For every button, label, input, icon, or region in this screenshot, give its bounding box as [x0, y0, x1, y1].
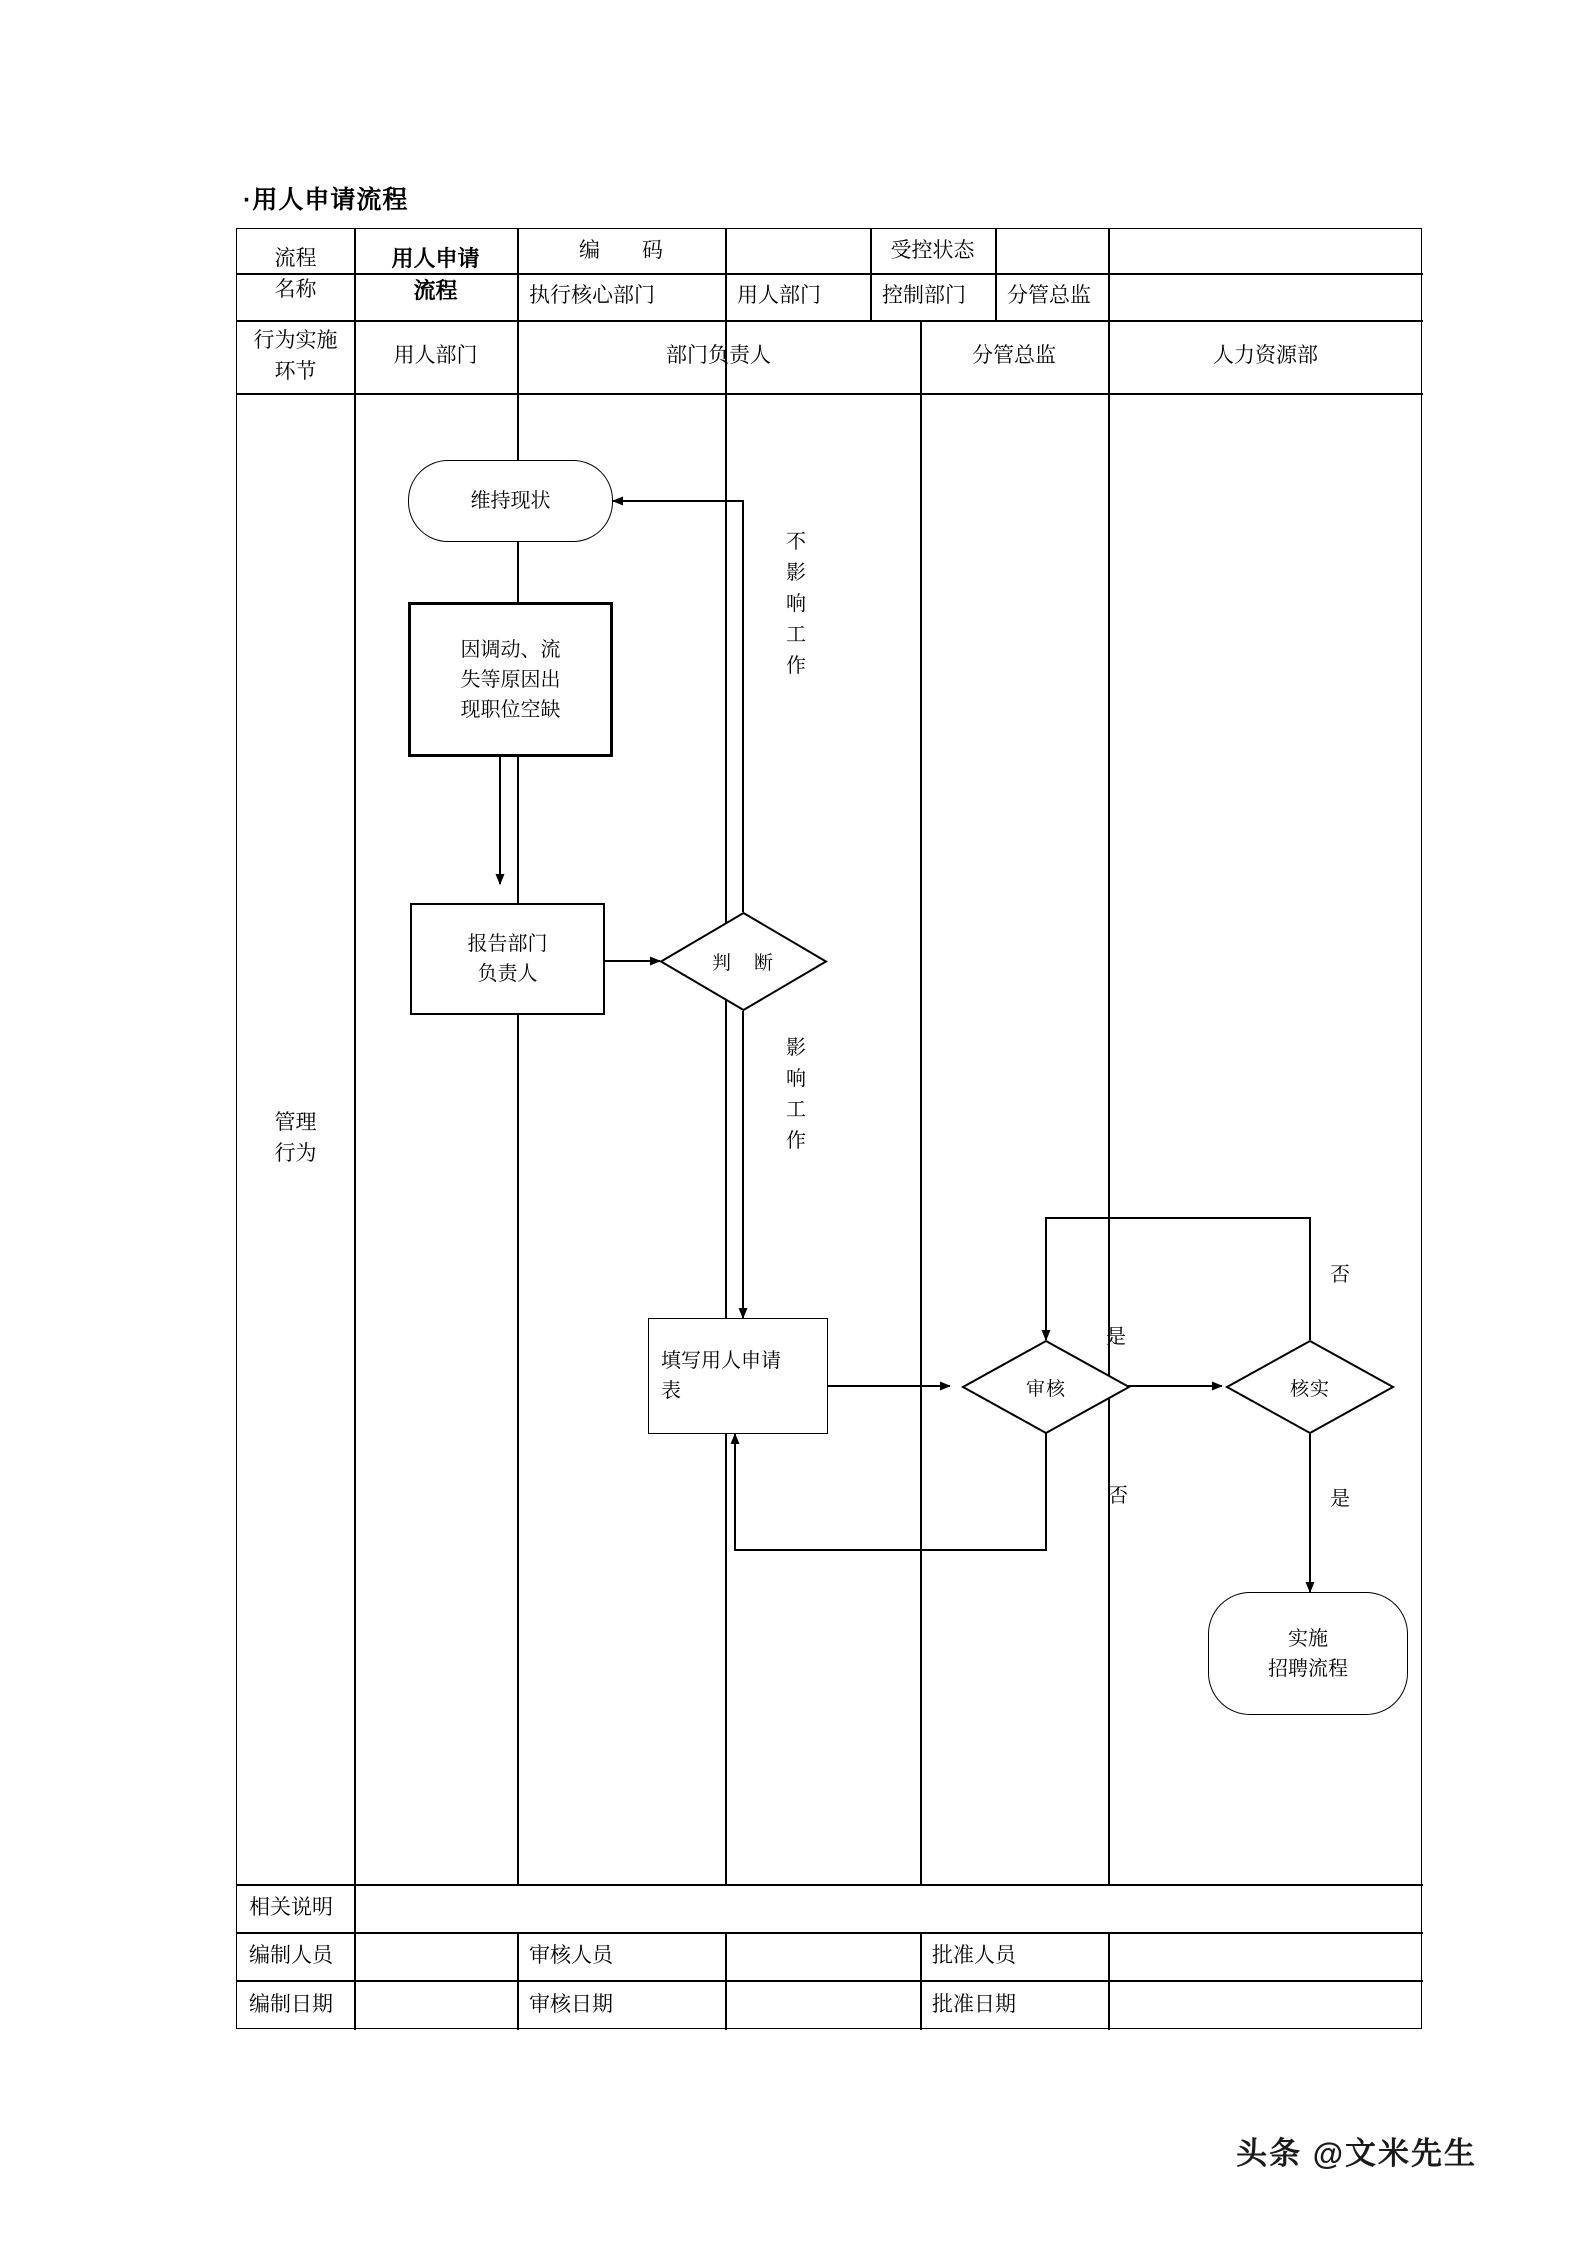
cell-control-dept-value	[995, 273, 1423, 320]
swimlane-header-label: 用人部门	[393, 344, 478, 368]
cell-controlled-status-value	[995, 229, 1423, 273]
table-vline-e	[920, 320, 922, 1884]
cell-approved-by-value	[1108, 1932, 1423, 1980]
edge-label-review-no: 否	[1108, 1485, 1128, 1507]
edge-label-char: 不	[786, 531, 806, 553]
table-vline-a	[354, 229, 356, 2030]
approved-by-label: 批准人员	[932, 1943, 1016, 1967]
exec-core-dept-label: 执行核心部门	[529, 284, 655, 308]
edge-label-no-effect	[783, 527, 809, 682]
cell-exec-core-dept-label	[517, 273, 725, 320]
process-name-line1: 用人申请	[391, 245, 480, 271]
cell-reviewed-by-value	[725, 1932, 920, 1980]
edge-label-char: 响	[786, 593, 806, 615]
node-report-line1: 报告部门	[467, 933, 548, 955]
edge-label-char: 工	[786, 624, 806, 646]
table-vline-c	[725, 229, 727, 1884]
edge-label-char: 影	[786, 562, 806, 584]
edge-label-char: 响	[786, 1068, 806, 1090]
watermark	[1236, 2128, 1477, 2173]
cell-notes-value	[354, 1884, 1423, 1932]
cell-prepared-by-value	[354, 1932, 517, 1980]
node-verify	[1226, 1340, 1394, 1434]
cell-code-label	[517, 229, 725, 273]
reviewed-date-label: 审核日期	[529, 1992, 613, 2016]
cell-exec-core-dept-value	[725, 273, 870, 320]
node-report-to-manager	[410, 903, 605, 1015]
node-report-line2: 负责人	[477, 963, 538, 985]
node-recruit-line1: 实施	[1288, 1627, 1328, 1650]
cell-code-value	[725, 229, 870, 273]
control-dept-value: 分管总监	[1007, 284, 1091, 308]
cell-prepared-date-value	[354, 1980, 517, 2030]
body-label-line2: 行为	[274, 1141, 317, 1165]
swimlane-header-1	[517, 320, 920, 393]
cell-reviewed-date-value	[725, 1980, 920, 2030]
node-keep-status-label: 维持现状	[470, 490, 551, 512]
node-judge	[660, 912, 827, 1011]
edge-label-char: 作	[786, 1130, 806, 1152]
cell-prepared-by-label	[237, 1932, 354, 1980]
control-dept-label: 控制部门	[882, 284, 966, 308]
edge-label-effect	[783, 1033, 809, 1157]
cell-stage-label	[237, 320, 354, 393]
code-label: 编 码	[579, 238, 663, 262]
cell-process-name-label	[237, 229, 354, 320]
node-fill-form-line1: 填写用人申请	[661, 1350, 781, 1372]
swimlane-header-0	[354, 320, 517, 393]
cell-prepared-date-label	[237, 1980, 354, 2030]
process-name-label-line2: 名称	[274, 277, 317, 301]
stage-label-line2: 环节	[274, 359, 317, 383]
node-review	[962, 1340, 1130, 1434]
approved-date-label: 批准日期	[932, 1992, 1016, 2016]
reviewed-by-label: 审核人员	[529, 1943, 613, 1967]
node-vacancy-line2: 失等原因出	[460, 668, 561, 691]
node-keep-status	[408, 460, 613, 542]
notes-label: 相关说明	[249, 1895, 333, 1919]
node-vacancy-line1: 因调动、流	[460, 638, 561, 661]
node-vacancy-line3: 现职位空缺	[460, 698, 561, 721]
node-judge-label: 判 断	[711, 953, 775, 974]
exec-core-dept-value: 用人部门	[737, 284, 821, 308]
controlled-status-label: 受控状态	[890, 238, 975, 262]
cell-approved-date-value	[1108, 1980, 1423, 2030]
cell-approved-date-label	[920, 1980, 1108, 2030]
node-recruit-line2: 招聘流程	[1268, 1657, 1348, 1680]
edge-label-char: 影	[786, 1037, 806, 1059]
cell-process-name-value	[354, 229, 517, 320]
swimlane-header-2	[920, 320, 1108, 393]
cell-notes-label	[237, 1884, 354, 1932]
node-fill-form-line2: 表	[661, 1380, 681, 1402]
cell-reviewed-by-label	[517, 1932, 725, 1980]
stage-label-line1: 行为实施	[253, 329, 338, 353]
edge-label-review-yes: 是	[1106, 1326, 1126, 1348]
table-hline-3	[237, 393, 1423, 395]
swimlane-header-label: 部门负责人	[666, 344, 771, 368]
node-vacancy	[408, 602, 613, 757]
node-fill-form	[648, 1318, 828, 1434]
edge-label-char: 工	[786, 1099, 806, 1121]
cell-approved-by-label	[920, 1932, 1108, 1980]
process-name-line2: 流程	[413, 277, 458, 303]
swimlane-header-label: 人力资源部	[1213, 344, 1318, 368]
cell-body-label	[237, 393, 354, 1884]
page-title: ·用人申请流程	[243, 186, 409, 214]
swimlane-header-3	[1108, 320, 1423, 393]
body-label-line1: 管理	[274, 1111, 317, 1135]
edge-label-char: 作	[786, 655, 806, 677]
watermark-text: 头条 @文米先生	[1236, 2136, 1477, 2171]
edge-label-verify-yes: 是	[1330, 1488, 1350, 1510]
prepared-date-label: 编制日期	[249, 1992, 333, 2016]
node-start-recruitment	[1208, 1592, 1408, 1715]
cell-controlled-status-label	[870, 229, 995, 273]
process-name-label-line1: 流程	[274, 247, 317, 271]
node-verify-label: 核实	[1289, 1378, 1330, 1400]
cell-control-dept-label	[870, 273, 995, 320]
edge-label-verify-no: 否	[1330, 1264, 1350, 1286]
swimlane-header-label: 分管总监	[972, 344, 1056, 368]
cell-reviewed-date-label	[517, 1980, 725, 2030]
node-review-label: 审核	[1025, 1378, 1066, 1400]
prepared-by-label: 编制人员	[249, 1943, 333, 1967]
table-vline-h	[1108, 229, 1110, 1884]
